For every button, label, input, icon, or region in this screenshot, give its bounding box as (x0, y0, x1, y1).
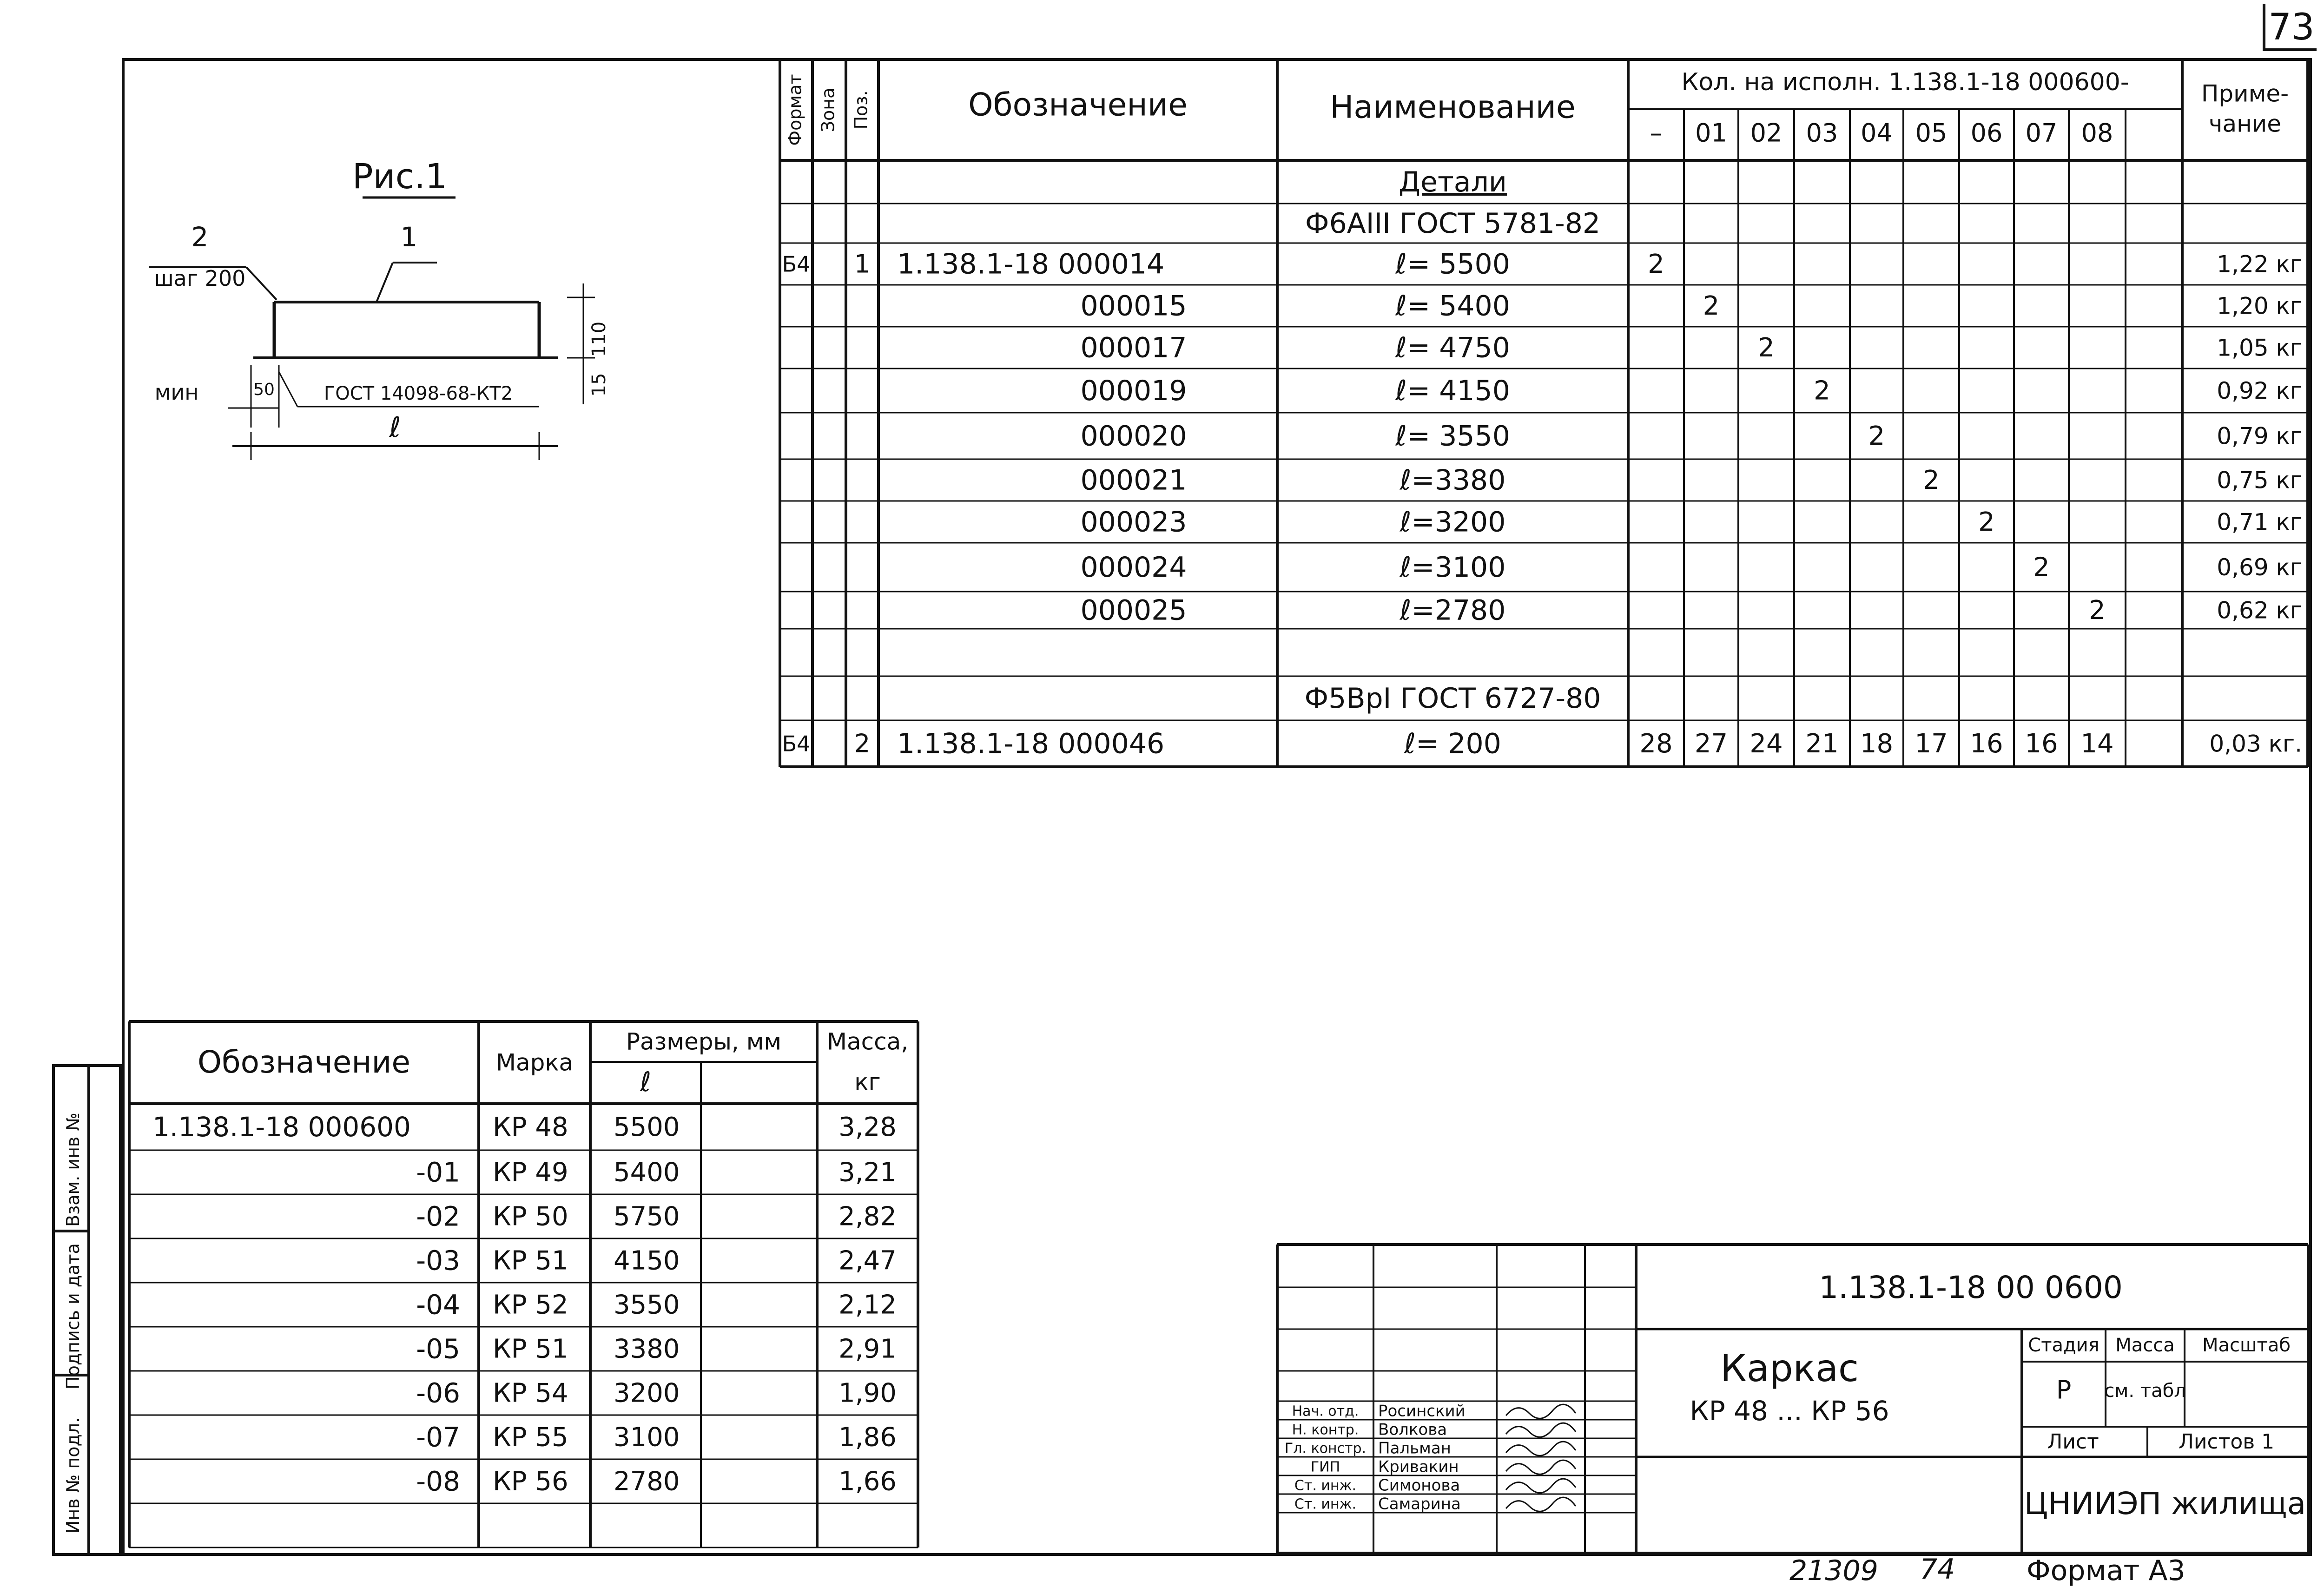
staff-role: Ст. инж. (1294, 1496, 1357, 1513)
mass-cell-designation: -01 (416, 1156, 460, 1188)
stamp-vzam-inv: Взам. инв № (63, 1113, 83, 1227)
figure-1 (139, 153, 651, 479)
cell-pos: 2 (854, 729, 871, 758)
cell-format: Б4 (782, 731, 811, 757)
cell-note: 0,03 кг. (2209, 730, 2302, 757)
cell-name: ℓ= 5500 (1395, 248, 1510, 281)
cell-note: 0,92 кг (2217, 377, 2302, 404)
mass-cell-designation: -08 (416, 1465, 460, 1497)
cell-qty: 16 (2025, 729, 2058, 759)
cell-designation: 000023 (1080, 506, 1187, 539)
mass-cell-mark: КР 49 (493, 1157, 568, 1188)
mass-cell-mark: КР 51 (493, 1245, 568, 1276)
cell-note: 1,22 кг (2217, 250, 2302, 278)
gost-label: ГОСТ 14098-68-КТ2 (324, 383, 513, 404)
title-product-range: КР 48 ... КР 56 (1690, 1395, 1889, 1427)
header-note-line: Приме- (2201, 80, 2289, 107)
mass-cell-designation: -05 (416, 1333, 460, 1365)
exec-column-header: – (1650, 118, 1663, 148)
specification-table (776, 56, 2310, 776)
dim-15: 15 (588, 373, 610, 397)
title-mass-label: Масса (2115, 1335, 2175, 1356)
figure-title: Рис.1 (352, 157, 448, 197)
cell-name: ℓ= 3550 (1395, 420, 1510, 453)
staff-role: Нач. отд. (1292, 1403, 1359, 1420)
staff-name: Росинский (1378, 1402, 1466, 1421)
callout-2: 2 (191, 221, 209, 253)
cell-qty: 2 (1978, 507, 1995, 538)
cell-name: ℓ= 4150 (1395, 375, 1510, 408)
cell-name: ℓ=3200 (1400, 506, 1506, 539)
mass-cell-designation: -04 (416, 1289, 460, 1321)
mass-cell-mark: КР 48 (493, 1112, 568, 1143)
cell-name: ℓ= 5400 (1395, 290, 1510, 323)
mass-cell-value: 2,12 (838, 1290, 897, 1320)
mass-cell-length: 3550 (614, 1290, 680, 1320)
mass-header-length: ℓ (640, 1066, 651, 1098)
cell-designation: 1.138.1-18 000046 (897, 727, 1165, 760)
exec-column-header: 02 (1750, 118, 1783, 148)
mass-cell-mark: КР 55 (493, 1422, 568, 1453)
mass-header-sizes: Размеры, мм (626, 1028, 782, 1055)
exec-column-header: 07 (2025, 118, 2058, 148)
cell-qty: 28 (1639, 729, 1673, 759)
mass-header-mark: Марка (495, 1049, 574, 1076)
mass-cell-value: 1,66 (838, 1466, 897, 1497)
signature-mark (1506, 1460, 1576, 1474)
cell-designation: 000021 (1080, 464, 1187, 497)
cell-note: 1,05 кг (2217, 334, 2302, 362)
cell-qty: 24 (1750, 729, 1783, 759)
staff-role: Ст. инж. (1294, 1477, 1357, 1494)
mass-cell-mark: КР 50 (493, 1201, 568, 1232)
signature-mark (1506, 1479, 1576, 1493)
cell-qty: 2 (1868, 421, 1885, 452)
cell-qty: 17 (1915, 729, 1948, 759)
cell-qty: 2 (1814, 375, 1830, 406)
header-note-line: чание (2208, 110, 2282, 138)
cell-note: 0,71 кг (2217, 508, 2302, 536)
title-scale-label: Масштаб (2202, 1335, 2291, 1356)
cell-name: Детали (1399, 166, 1507, 199)
mass-cell-designation: 1.138.1-18 000600 (152, 1111, 411, 1143)
signature-mark (1506, 1442, 1576, 1455)
cell-qty: 2 (2089, 595, 2106, 626)
mass-cell-designation: -06 (416, 1377, 460, 1409)
cell-designation: 000017 (1080, 331, 1187, 364)
cell-note: 0,79 кг (2217, 422, 2302, 450)
cell-name: Ф5ВрI ГОСТ 6727-80 (1304, 682, 1601, 715)
staff-name: Волкова (1378, 1420, 1447, 1439)
callout-1: 1 (400, 221, 418, 253)
mass-cell-value: 3,21 (838, 1157, 897, 1188)
title-block (1274, 1241, 2312, 1557)
footer-page-number: 74 (1920, 1553, 1955, 1586)
cell-note: 0,62 кг (2217, 597, 2302, 624)
mass-cell-value: 1,86 (838, 1422, 897, 1453)
signature-mark (1506, 1423, 1576, 1437)
staff-role: Н. контр. (1292, 1422, 1359, 1438)
mass-cell-designation: -02 (416, 1200, 460, 1232)
cell-name: ℓ= 200 (1404, 727, 1501, 760)
cell-qty: 14 (2080, 729, 2114, 759)
cell-name: ℓ=3100 (1400, 551, 1506, 584)
header-name: Наименование (1330, 89, 1576, 126)
cell-qty: 16 (1970, 729, 2003, 759)
mass-cell-designation: -07 (416, 1421, 460, 1453)
stamp-inv-podl: Инв № подл. (63, 1417, 83, 1534)
cell-qty: 21 (1805, 729, 1839, 759)
mass-cell-length: 4150 (614, 1245, 680, 1276)
mass-cell-value: 2,47 (838, 1245, 897, 1276)
mass-cell-length: 3100 (614, 1422, 680, 1453)
mass-cell-value: 3,28 (838, 1112, 897, 1143)
cell-designation: 000025 (1080, 594, 1187, 627)
header-format: Формат (785, 74, 805, 146)
exec-column-header: 06 (1970, 118, 2003, 148)
cell-designation: 1.138.1-18 000014 (897, 248, 1165, 281)
footer-format: Формат А3 (2027, 1554, 2185, 1587)
title-sheets-label: Листов 1 (2178, 1430, 2275, 1454)
title-stage-value: Р (2056, 1375, 2072, 1405)
staff-name: Кривакин (1378, 1457, 1459, 1476)
header-qty-group: Кол. на исполн. 1.138.1-18 000600- (1681, 68, 2129, 96)
title-code: 1.138.1-18 00 0600 (1819, 1270, 2123, 1306)
mass-header-mass: Масса, (826, 1028, 909, 1055)
cell-note: 1,20 кг (2217, 292, 2302, 320)
header-zone: Зона (818, 87, 838, 132)
mass-cell-length: 3380 (614, 1334, 680, 1364)
cell-qty: 2 (1758, 333, 1775, 363)
cell-format: Б4 (782, 251, 811, 277)
dim-110: 110 (588, 321, 610, 357)
cell-qty: 2 (1923, 465, 1940, 496)
signature-mark (1506, 1497, 1576, 1511)
cell-name: ℓ= 4750 (1395, 331, 1510, 364)
mass-cell-value: 2,91 (838, 1334, 897, 1364)
cell-designation: 000019 (1080, 375, 1187, 408)
mass-cell-designation: -03 (416, 1245, 460, 1277)
cell-name: Ф6АIII ГОСТ 5781-82 (1305, 207, 1601, 240)
footer-doc-number: 21309 (1789, 1554, 1878, 1587)
min-label: мин (154, 380, 199, 405)
cell-note: 0,69 кг (2217, 554, 2302, 581)
header-pos: Поз. (851, 90, 872, 130)
mass-cell-length: 3200 (614, 1378, 680, 1409)
title-product-name: Каркас (1720, 1346, 1859, 1390)
title-mass-value: см. табл (2104, 1380, 2186, 1402)
exec-column-header: 08 (2081, 118, 2113, 148)
mass-cell-mark: КР 56 (493, 1466, 568, 1497)
cell-name: ℓ=2780 (1400, 594, 1506, 627)
staff-name: Пальман (1378, 1439, 1451, 1458)
staff-name: Симонова (1378, 1476, 1460, 1495)
mass-table (125, 1018, 934, 1557)
staff-name: Самарина (1378, 1495, 1461, 1514)
cell-note: 0,75 кг (2217, 467, 2302, 494)
cell-designation: 000015 (1080, 290, 1187, 323)
cell-qty: 27 (1694, 729, 1728, 759)
length-label: ℓ (389, 411, 401, 444)
mass-cell-value: 2,82 (838, 1201, 897, 1232)
title-organization: ЦНИИЭП жилища (2024, 1486, 2306, 1522)
title-stage-label: Стадия (2028, 1335, 2100, 1356)
staff-role: Гл. констр. (1284, 1440, 1367, 1457)
mass-cell-value: 1,90 (838, 1378, 897, 1409)
mass-cell-mark: КР 52 (493, 1290, 568, 1320)
cell-designation: 000020 (1080, 420, 1187, 453)
mass-cell-length: 2780 (614, 1466, 680, 1497)
cell-qty: 2 (1648, 249, 1664, 280)
cell-designation: 000024 (1080, 551, 1187, 584)
mass-cell-length: 5400 (614, 1157, 680, 1188)
staff-role: ГИП (1310, 1459, 1340, 1475)
dim-50: 50 (253, 380, 275, 399)
mass-header-designation: Обозначение (198, 1044, 410, 1080)
cell-name: ℓ=3380 (1400, 464, 1506, 497)
mass-header-unit: кг (854, 1068, 881, 1096)
exec-column-header: 04 (1861, 118, 1893, 148)
cell-qty: 2 (2033, 552, 2050, 583)
exec-column-header: 03 (1806, 118, 1838, 148)
signature-mark (1506, 1404, 1576, 1418)
page-number: 73 (2268, 7, 2315, 48)
header-designation: Обозначение (968, 86, 1188, 124)
stamp-signature-date: Подпись и дата (63, 1243, 83, 1389)
mass-cell-length: 5500 (614, 1112, 680, 1143)
cell-qty: 2 (1703, 291, 1720, 322)
title-sheet-label: Лист (2047, 1430, 2099, 1454)
cell-qty: 18 (1860, 729, 1894, 759)
step-label: шаг 200 (154, 266, 246, 291)
mass-cell-mark: КР 51 (493, 1334, 568, 1364)
mass-cell-length: 5750 (614, 1201, 680, 1232)
mass-cell-mark: КР 54 (493, 1378, 568, 1409)
exec-column-header: 01 (1695, 118, 1727, 148)
exec-column-header: 05 (1915, 118, 1948, 148)
cell-pos: 1 (854, 249, 871, 279)
